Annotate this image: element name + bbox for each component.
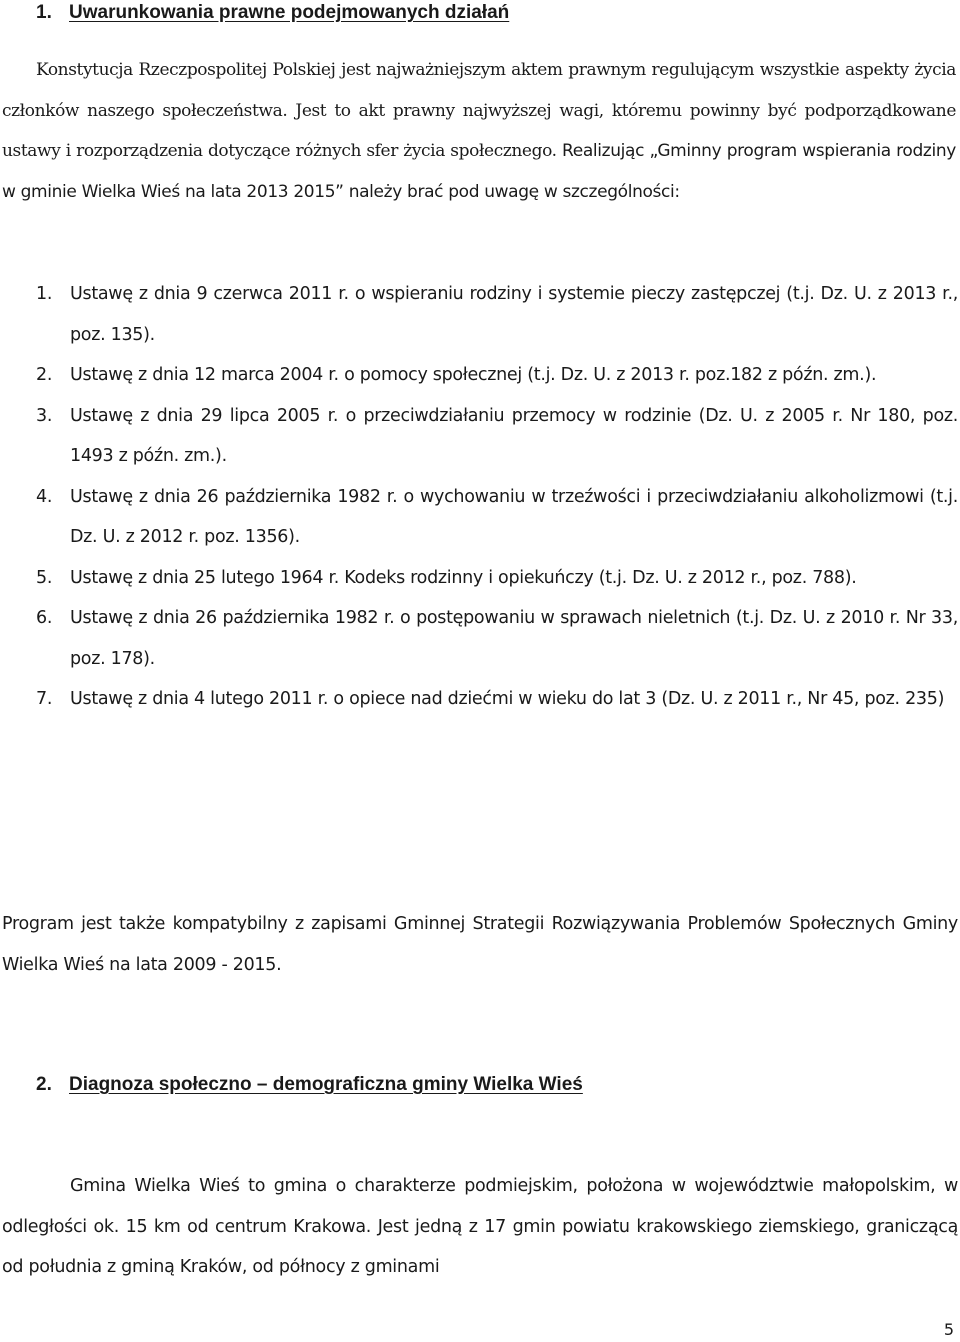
list-item: [36, 679, 958, 720]
list-item: [36, 477, 958, 558]
section-1-intro-paragraph: [2, 50, 956, 212]
list-item-text: Ustawę z dnia 26 października 1982 r. o postępowaniu w sprawach nieletnich (t.j. Dz. U. z 2010 r. Nr 33, poz. 178).: [70, 608, 958, 669]
list-item-number: 3.: [36, 405, 53, 426]
list-item-text: Ustawę z dnia 25 lutego 1964 r. Kodeks rodzinny i opiekuńczy (t.j. Dz. U. z 2012 r., poz. 788).: [70, 567, 857, 588]
section-1-intro-text: Konstytucja Rzeczpospolitej Polskiej jest najważniejszym aktem prawnym regulującym wszystkie aspekty życia członków naszego społeczeństwa. Jest to akt prawny najwyższej wagi, któremu powinny być podporządkowane ustawy i rozporządzenia dotyczące różnych sfer życia społecznego.: [2, 60, 956, 161]
list-item: [36, 598, 958, 679]
section-2-title: Diagnoza społeczno – demograficzna gminy Wielka Wieś: [69, 1074, 583, 1095]
list-item-text: Ustawę z dnia 29 lipca 2005 r. o przeciwdziałaniu przemocy w rodzinie (Dz. U. z 2005 r. Nr 180, poz. 1493 z późn. zm.).: [70, 405, 958, 466]
section-1-intro-continuation: Realizując „Gminny program wspierania rodziny w gminie Wielka Wieś na lata 2013 2015” należy brać pod uwagę w szczególności:: [2, 141, 957, 202]
section-1-number: 1.: [36, 2, 52, 23]
list-item-text: Ustawę z dnia 4 lutego 2011 r. o opiece nad dziećmi w wieku do lat 3 (Dz. U. z 2011 r., Nr 45, poz. 235): [70, 689, 945, 709]
compatibility-paragraph: Program jest także kompatybilny z zapisami Gminnej Strategii Rozwiązywania Problemów Społecznych Gminy Wielka Wieś na lata 2009 - 2015.: [2, 914, 958, 975]
list-item: [36, 355, 958, 396]
list-item: [36, 396, 958, 477]
list-item-number: 7.: [36, 689, 53, 709]
list-item-number: 4.: [36, 486, 53, 507]
list-item-number: 1.: [36, 284, 53, 304]
section-1-heading: [36, 0, 940, 26]
list-item-text: Ustawę z dnia 26 października 1982 r. o wychowaniu w trzeźwości i przeciwdziałaniu alkoholizmowi (t.j. Dz. U. z 2012 r. poz. 1356).: [70, 486, 958, 547]
laws-list: [36, 274, 958, 720]
list-item-number: 6.: [36, 608, 53, 628]
list-item-number: 2.: [36, 365, 53, 385]
list-item-text: Ustawę z dnia 9 czerwca 2011 r. o wspieraniu rodziny i systemie pieczy zastępczej (t.j. Dz. U. z 2013 r., poz. 135).: [70, 284, 958, 345]
section-2-number: 2.: [36, 1074, 52, 1095]
list-item-number: 5.: [36, 567, 53, 588]
list-item: [36, 274, 958, 355]
list-item-text: Ustawę z dnia 12 marca 2004 r. o pomocy społecznej (t.j. Dz. U. z 2013 r. poz.182 z późn. zm.).: [70, 365, 877, 385]
section-2-heading: [36, 1072, 940, 1098]
page-number: 5: [943, 1320, 954, 1339]
section-2-paragraph: Gmina Wielka Wieś to gmina o charakterze podmiejskim, położona w województwie małopolskim, w odległości ok. 15 km od centrum Krakowa. Jest jedną z 17 gmin powiatu krakowskiego ziemskiego, graniczącą od południa z gminą Kraków, od północy z gminami: [2, 1176, 958, 1277]
section-1-title: Uwarunkowania prawne podejmowanych działań: [69, 2, 510, 23]
list-item: [36, 558, 958, 599]
